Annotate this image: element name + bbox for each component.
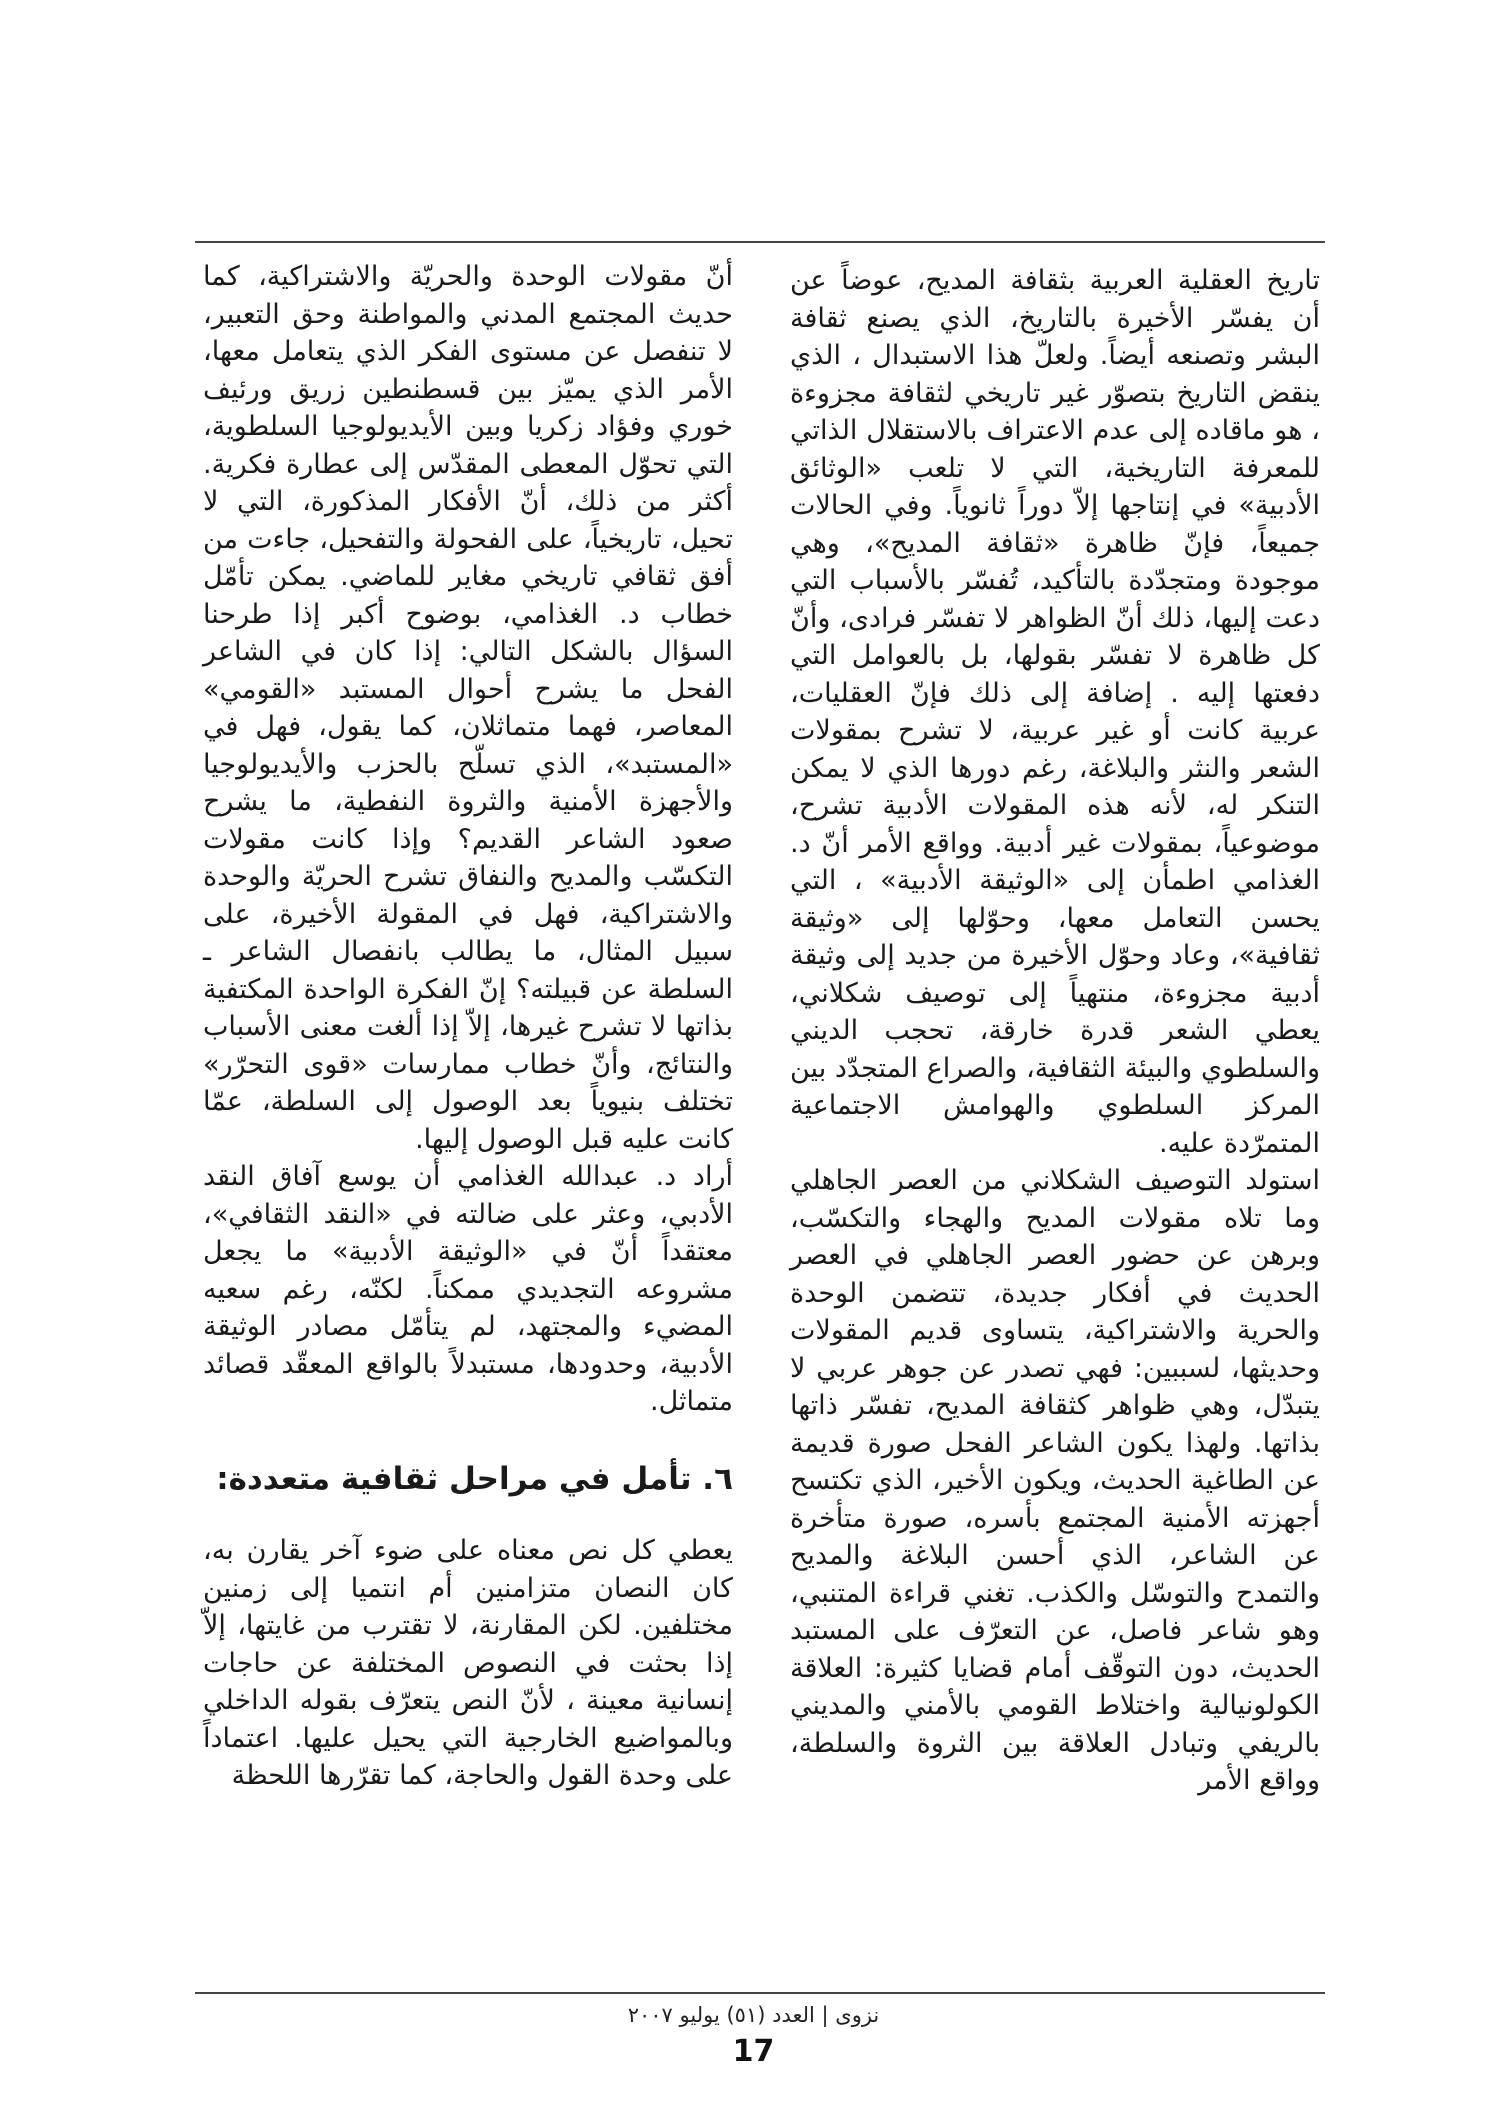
article-column-right [790, 262, 1320, 1800]
section-heading: ٦. تأمل في مراحل ثقافية متعددة: [216, 1460, 733, 1497]
bottom-rule [195, 1992, 1325, 1994]
article-column-left [203, 258, 733, 1795]
paragraph: أراد د. عبدالله الغذامي أن يوسع آفاق النقد الأدبي، وعثر على ضالته في «النقد الثقافي»، معتقداً أنّ في «الوثيقة الأدبية» ما يجعل مشروعه التجديدي ممكناً. لكنّه، رغم سعيه المضيء والمجتهد، لم يتأمّل مصادر الوثيقة الأدبية، وحدودها، مستبدلاً بالواقع المعقّد قصائد متماثل. [203, 1161, 733, 1417]
page-number: 17 [732, 2034, 775, 2069]
paragraph: يعطي كل نص معناه على ضوء آخر يقارن به، كان النصان متزامنين أم انتميا إلى زمنين مختلفين. لكن المقارنة، لا تقترب من غايتها، إلاّ إذا بحثت في النصوص المختلفة عن حاجات إنسانية معينة ، لأنّ النص يتعرّف بقوله الداخلي وبالمواضيع الخارجية التي يحيل عليها. اعتماداً على وحدة القول والحاجة، كما تقرّرها اللحظة [203, 1535, 733, 1791]
top-rule [195, 241, 1325, 243]
paragraph: تاريخ العقلية العربية بثقافة المديح، عوضاً عن أن يفسّر الأخيرة بالتاريخ، الذي يصنع ثقافة البشر وتصنعه أيضاً. ولعلّ هذا الاستبدال ، الذي ينقض التاريخ بتصوّر غير تاريخي لثقافة مجزوءة ، هو ماقاده إلى عدم الاعتراف بالاستقلال الذاتي للمعرفة التاريخية، التي لا تلعب «الوثائق الأدبية» في إنتاجها إلاّ دوراً ثانوياً. وفي الحالات جميعاً، فإنّ ظاهرة «ثقافة المديح»، وهي موجودة ومتجدّدة بالتأكيد، تُفسّر بالأسباب التي دعت إليها، ذلك أنّ الظواهر لا تفسّر فرادى، وأنّ كل ظاهرة لا تفسّر بقولها، بل بالعوامل التي دفعتها إليه . إضافة إلى ذلك فإنّ العقليات، عربية كانت أو غير عربية، لا تشرح بمقولات الشعر والنثر والبلاغة، رغم دورها الذي لا يمكن التنكر له، لأنه هذه المقولات الأدبية تشرح، موضوعياً، بمقولات غير أدبية. وواقع الأمر أنّ د. الغذامي اطمأن إلى «الوثيقة الأدبية» ، التي يحسن التعامل معها، وحوّلها إلى «وثيقة ثقافية»، وعاد وحوّل الأخيرة من جديد إلى وثيقة أدبية مجزوءة، منتهياً إلى توصيف شكلاني، يعطي الشعر قدرة خارقة، تحجب الديني والسلطوي والبيئة الثقافية، والصراع المتجدّد بين المركز السلطوي والهوامش الاجتماعية المتمرّدة عليه. [790, 265, 1320, 1159]
paragraph: استولد التوصيف الشكلاني من العصر الجاهلي وما تلاه مقولات المديح والهجاء والتكسّب، وبرهن عن حضور العصر الجاهلي في العصر الحديث في أفكار جديدة، تتضمن الوحدة والحرية والاشتراكية، يتساوى قديم المقولات وحديثها، لسببين: فهي تصدر عن جوهر عربي لا يتبدّل، وهي ظواهر كثقافة المديح، تفسّر ذاتها بذاتها. ولهذا يكون الشاعر الفحل صورة قديمة عن الطاغية الحديث، ويكون الأخير، الذي تكتسح أجهزته الأمنية المجتمع بأسره، صورة متأخرة عن الشاعر، الذي أحسن البلاغة والمديح والتمدح والتوسّل والكذب. تغني قراءة المتنبي، وهو شاعر فاصل، عن التعرّف على المستبد الحديث، دون التوقّف أمام قضايا كثيرة: العلاقة الكولونيالية واختلاط القومي بالأمني والمديني بالريفي وتبادل العلاقة بين الثروة والسلطة، وواقع الأمر [790, 1165, 1320, 1796]
issue-footer: نزوى | العدد (٥١) يوليو ٢٠٠٧ [627, 2003, 880, 2027]
paragraph: أنّ مقولات الوحدة والحريّة والاشتراكية، كما حديث المجتمع المدني والمواطنة وحق التعبير، لا تنفصل عن مستوى الفكر الذي يتعامل معها، الأمر الذي يميّز بين قسطنطين زريق ورئيف خوري وفؤاد زكريا وبين الأيديولوجيا السلطوية، التي تحوّل المعطى المقدّس إلى عطارة فكرية. أكثر من ذلك، أنّ الأفكار المذكورة، التي لا تحيل، تاريخياً، على الفحولة والتفحيل، جاءت من أفق ثقافي تاريخي مغاير للماضي. يمكن تأمّل خطاب د. الغذامي، بوضوح أكبر إذا طرحنا السؤال بالشكل التالي: إذا كان في الشاعر الفحل ما يشرح أحوال المستبد «القومي» المعاصر، فهما متماثلان، كما يقول، فهل في «المستبد»، الذي تسلّح بالحزب والأيديولوجيا والأجهزة الأمنية والثروة النفطية، ما يشرح صعود الشاعر القديم؟ وإذا كانت مقولات التكسّب والمديح والنفاق تشرح الحريّة والوحدة والاشتراكية، فهل في المقولة الأخيرة، على سبيل المثال، ما يطالب بانفصال الشاعر ـ السلطة عن قبيلته؟ إنّ الفكرة الواحدة المكتفية بذاتها لا تشرح غيرها، إلاّ إذا ألغت معنى الأسباب والنتائج، وأنّ خطاب ممارسات «قوى التحرّر» تختلف بنيوياً بعد الوصول إلى السلطة، عمّا كانت عليه قبل الوصول إليها. [203, 261, 733, 1155]
